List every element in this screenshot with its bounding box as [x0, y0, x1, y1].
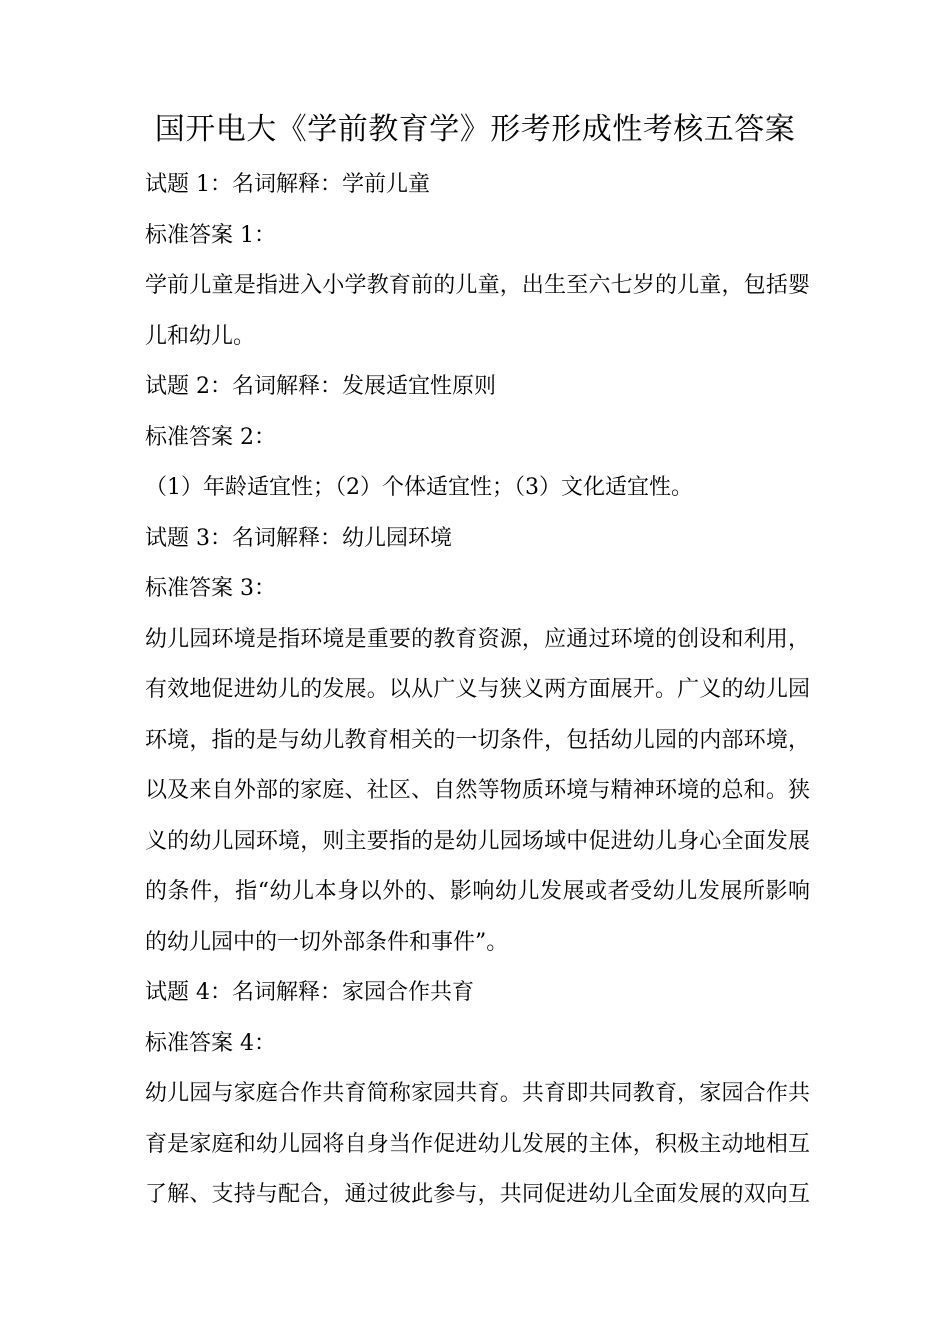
text-line: 有效地促进幼儿的发展。以从广义与狭义两方面展开。广义的幼儿园: [145, 677, 810, 702]
text-line: 标准答案 2：: [145, 424, 276, 450]
text-line: 标准答案 4：: [145, 1030, 276, 1056]
text-line: 的幼儿园中的一切外部条件和事件”。: [145, 929, 509, 955]
text-line: 育是家庭和幼儿园将自身当作促进幼儿发展的主体，积极主动地相互: [145, 1131, 810, 1157]
document-body: [145, 160, 810, 1221]
text-line: 环境，指的是与幼儿教育相关的一切条件，包括幼儿园的内部环境，: [145, 727, 810, 753]
text-line: 学前儿童是指进入小学教育前的儿童，出生至六七岁的儿童，包括婴: [145, 273, 810, 298]
text-line: 义的幼儿园环境，则主要指的是幼儿园场域中促进幼儿身心全面发展: [145, 828, 810, 854]
text-line: 标准答案 3：: [145, 576, 276, 601]
text-line: 幼儿园与家庭合作共育简称家园共育。共育即共同教育，家园合作共: [145, 1081, 810, 1106]
text-line: 标准答案 1：: [145, 222, 276, 248]
text-line: 儿和幼儿。: [145, 323, 256, 349]
text-line: 的条件，指“幼儿本身以外的、影响幼儿发展或者受幼儿发展所影响: [145, 879, 810, 904]
text-line: 试题 2：名词解释：发展适宜性原则: [145, 374, 496, 399]
text-line: 了解、支持与配合，通过彼此参与，共同促进幼儿全面发展的双向互: [145, 1182, 810, 1207]
text-line: 试题 3：名词解释：幼儿园环境: [145, 525, 452, 551]
text-line: 试题 4：名词解释：家园合作共育: [145, 980, 474, 1005]
text-line: 试题 1：名词解释：学前儿童: [145, 172, 430, 197]
text-line: 幼儿园环境是指环境是重要的教育资源，应通过环境的创设和利用，: [145, 626, 810, 652]
text-line: （1）年龄适宜性；（2）个体适宜性；（3）文化适宜性。: [145, 475, 693, 500]
document-title: 国开电大《学前教育学》形考形成性考核五答案: [154, 112, 796, 147]
text-line: 以及来自外部的家庭、社区、自然等物质环境与精神环境的总和。狭: [145, 778, 810, 803]
